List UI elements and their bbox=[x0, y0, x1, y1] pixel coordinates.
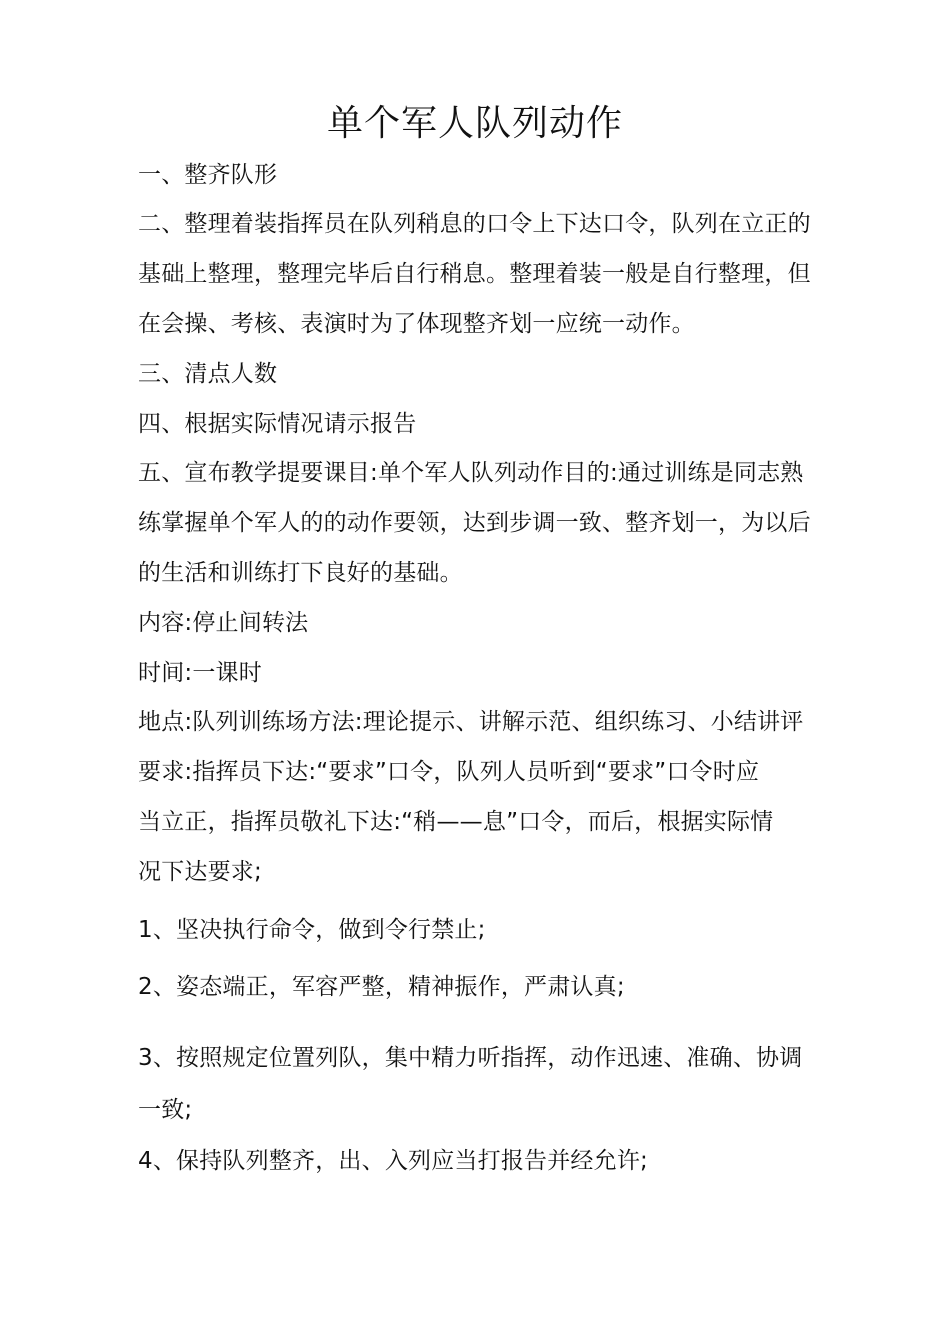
text-line: 练掌握单个军人的的动作要领，达到步调一致、整齐划一，为以后 bbox=[138, 510, 811, 536]
text-line: 二、整理着装指挥员在队列稍息的口令上下达口令，队列在立正的 bbox=[138, 211, 811, 237]
text-line: 的生活和训练打下良好的基础。 bbox=[138, 560, 463, 586]
text-line: 五、宣布教学提要课目:单个军人队列动作目的:通过训练是同志熟 bbox=[138, 460, 804, 486]
text-line: 当立正，指挥员敬礼下达:“稍——息”口令，而后，根据实际情 bbox=[138, 809, 774, 835]
text-line: 基础上整理，整理完毕后自行稍息。整理着装一般是自行整理，但 bbox=[138, 261, 811, 287]
text-line: 内容:停止间转法 bbox=[138, 610, 309, 636]
text-line: 况下达要求; bbox=[138, 859, 262, 885]
document-title: 单个军人队列动作 bbox=[326, 103, 623, 144]
text-line: 要求:指挥员下达:“要求”口令，队列人员听到“要求”口令时应 bbox=[138, 759, 760, 785]
list-item: 1、坚决执行命令，做到令行禁止; bbox=[138, 917, 486, 943]
list-item: 2、姿态端正，军容严整，精神振作，严肃认真; bbox=[138, 974, 625, 1000]
list-item: 3、按照规定位置列队，集中精力听指挥，动作迅速、准确、协调 bbox=[138, 1045, 803, 1071]
list-item: 4、保持队列整齐，出、入列应当打报告并经允许; bbox=[138, 1148, 648, 1174]
text-line: 在会操、考核、表演时为了体现整齐划一应统一动作。 bbox=[138, 311, 695, 337]
text-line: 四、根据实际情况请示报告 bbox=[138, 411, 417, 437]
text-line: 时间:一课时 bbox=[138, 660, 262, 686]
text-line: 地点:队列训练场方法:理论提示、讲解示范、组织练习、小结讲评 bbox=[138, 709, 804, 735]
list-item-continuation: 一致; bbox=[138, 1097, 193, 1123]
text-line: 三、清点人数 bbox=[138, 361, 278, 387]
text-line: 一、整齐队形 bbox=[138, 162, 278, 188]
